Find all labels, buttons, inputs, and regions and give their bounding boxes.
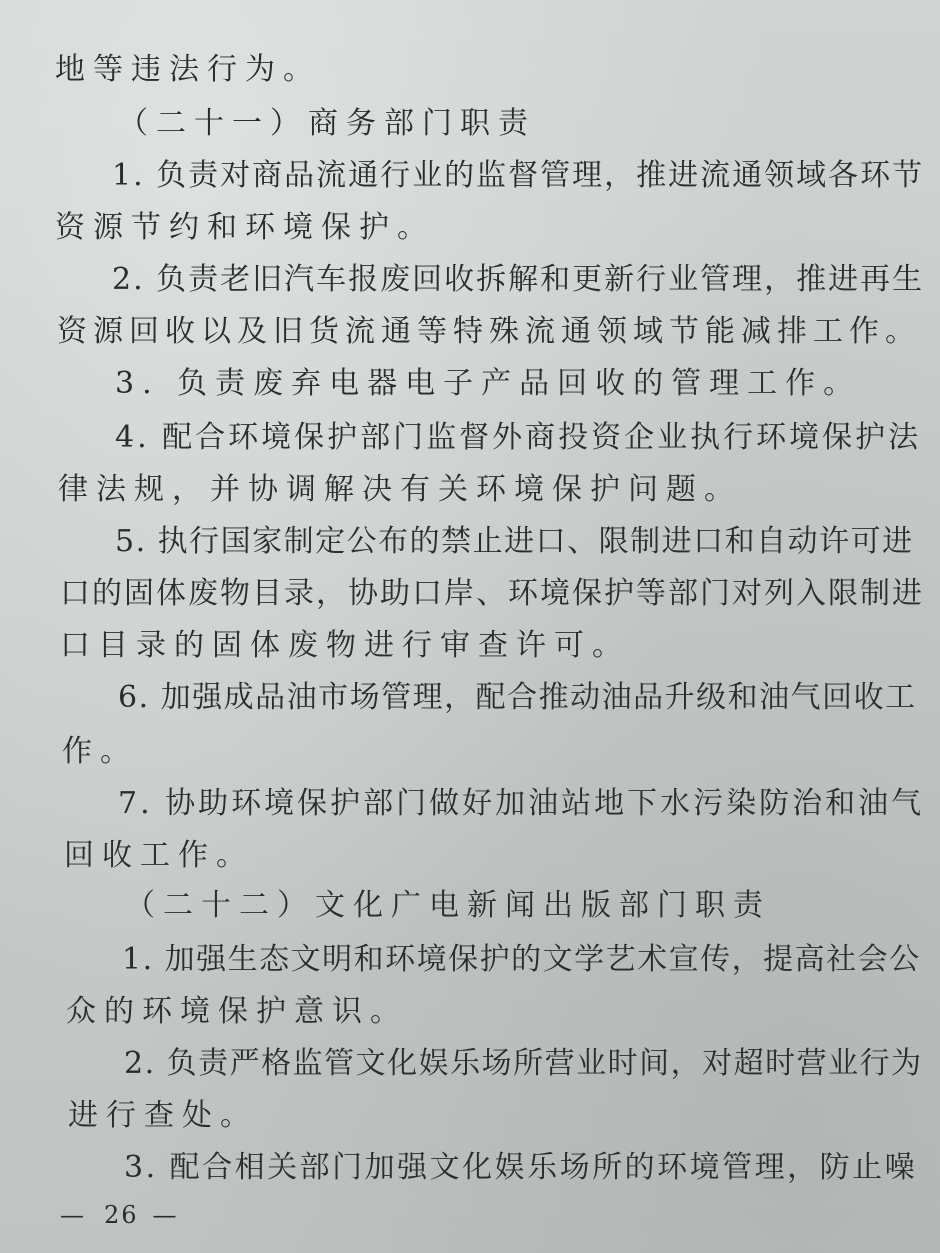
text-line: 2. 负责老旧汽车报废回收拆解和更新行业管理，推进再生 [112,262,925,297]
page-number-value: 26 [104,1201,139,1229]
text-line: 资源节约和环境保护。 [55,210,435,245]
text-line: 4. 配合环境保护部门监督外商投资企业执行环境保护法 [115,420,922,455]
text-line: 1. 加强生态文明和环境保护的文学艺术宣传，提高社会公 [122,942,921,977]
page-number-dash-right: — [152,1201,183,1229]
text-line: 3. 配合相关部门加强文化娱乐场所的环境管理，防止噪 [124,1150,918,1185]
text-line: 5. 执行国家制定公布的禁止进口、限制进口和自动许可进 [115,524,914,559]
text-line: 作。 [62,734,138,769]
text-line: 地等违法行为。 [55,52,321,87]
page-number-dash-left: — [60,1201,90,1229]
section-heading: （二十二）文化广电新闻出版部门职责 [125,888,771,923]
text-line: 众的环境保护意识。 [66,994,408,1029]
text-line: 7. 协助环境保护部门做好加油站地下水污染防治和油气 [118,786,925,821]
text-line: 3. 负责废弃电器电子产品回收的管理工作。 [115,366,862,401]
text-line: 6. 加强成品油市场管理，配合推动油品升级和油气回收工 [118,680,917,715]
text-line: 1. 负责对商品流通行业的监督管理，推进流通领域各环节 [112,158,925,193]
text-line: 资源回收以及旧货流通等特殊流通领域节能减排工作。 [57,314,921,349]
text-line: 口目录的固体废物进行审查许可。 [60,628,630,663]
text-line: 律法规，并协调解决有关环境保护问题。 [58,472,742,507]
text-line: 回收工作。 [64,838,254,873]
text-line: 2. 负责严格监管文化娱乐场所营业时间，对超时营业行为 [124,1046,923,1081]
text-line: 口的固体废物目录，协助口岸、环境保护等部门对列入限制进 [60,576,924,611]
text-line: 进行查处。 [68,1098,258,1133]
page-number [60,1200,183,1230]
section-heading: （二十一）商务部门职责 [118,106,536,141]
